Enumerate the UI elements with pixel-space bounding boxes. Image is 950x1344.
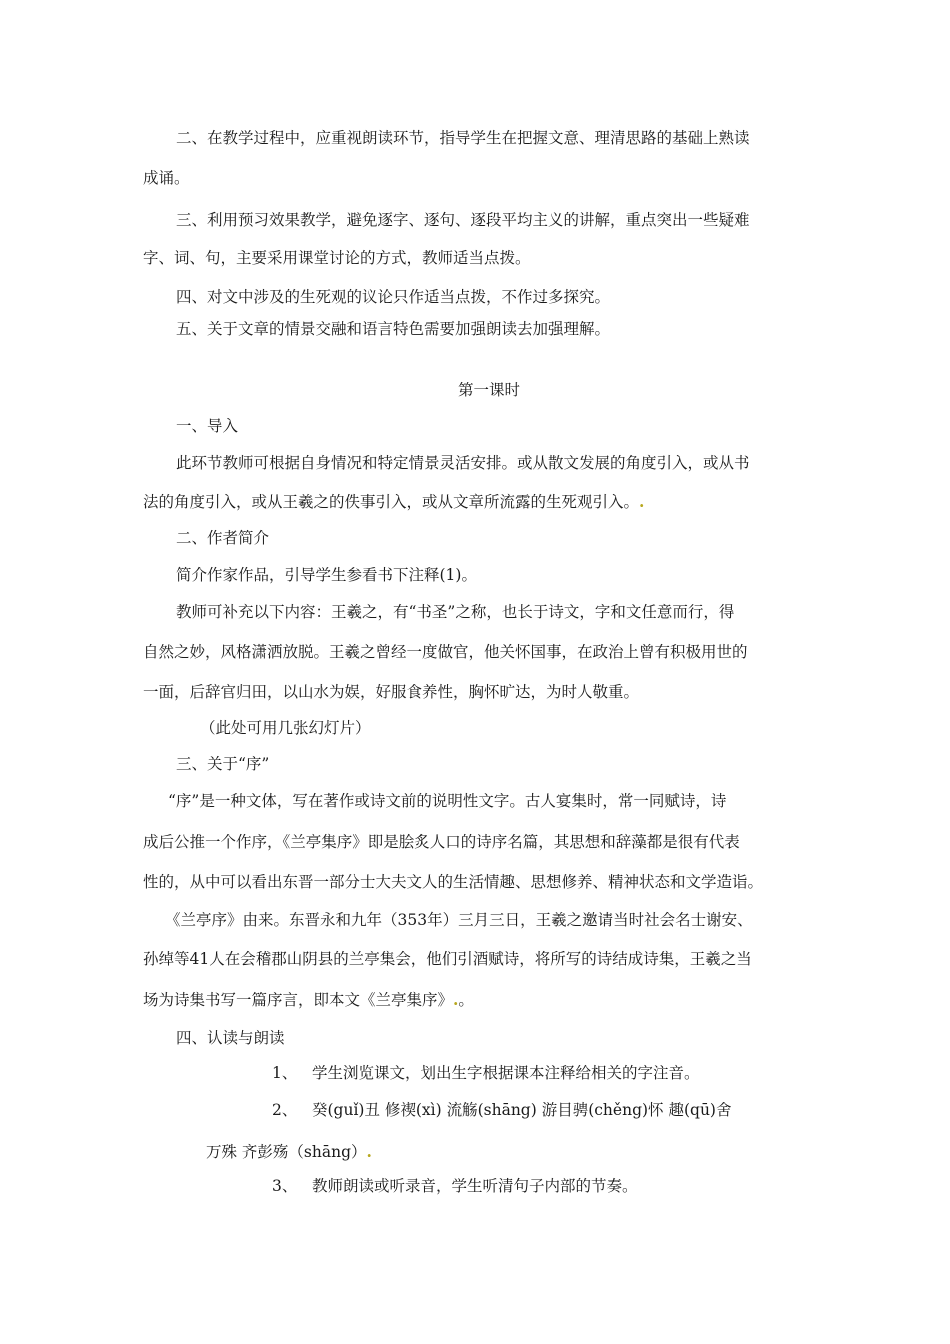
heading-preface: 三、关于“序” (176, 755, 270, 773)
list-item: 癸(guǐ)丑 修禊(xì) 流觞(shāng) 游目骋(chěng)怀 趣(qū)舍 (312, 1101, 732, 1119)
section-title: 第一课时 (458, 381, 521, 399)
paragraph-line: 四、对文中涉及的生死观的议论只作适当点拨，不作过多探究。 (176, 288, 611, 306)
stray-mark: . (639, 492, 645, 511)
paragraph-line: 法的角度引入，或从王羲之的佚事引入，或从文章所流露的生死观引入。. (143, 492, 645, 511)
paragraph-line: 成后公推一个作序，《兰亭集序》即是脍炙人口的诗序名篇，其思想和辞藻都是很有代表 (143, 833, 740, 851)
list-number: 1、 (272, 1064, 298, 1082)
paragraph-line: 字、词、句，主要采用课堂讨论的方式，教师适当点拨。 (143, 249, 531, 267)
paragraph-line: 一面，后辞官归田，以山水为娱，好服食养性，胸怀旷达，为时人敬重。 (143, 683, 640, 701)
paragraph-line: 《兰亭序》由来。东晋永和九年（353年）三月三日，王羲之邀请当时社会名士谢安、 (165, 911, 753, 929)
list-item: 学生浏览课文，划出生字根据课本注释给相关的字注音。 (312, 1064, 700, 1082)
paragraph-line: 场为诗集书写一篇序言，即本文《兰亭集序》.。 (143, 990, 474, 1009)
paragraph-line: 五、关于文章的情景交融和语言特色需要加强朗读去加强理解。 (176, 320, 611, 338)
paragraph-line: 二、在教学过程中，应重视朗读环节，指导学生在把握文意、理清思路的基础上熟读 (176, 129, 750, 147)
paragraph-line: 成诵。 (143, 169, 190, 187)
list-number: 2、 (272, 1101, 298, 1119)
stray-mark: . (453, 990, 459, 1009)
paragraph-line: 此环节教师可根据自身情况和特定情景灵活安排。或从散文发展的角度引入，或从书 (176, 454, 750, 472)
heading-author: 二、作者简介 (176, 529, 270, 547)
heading-reading: 四、认读与朗读 (176, 1029, 285, 1047)
heading-introduction: 一、导入 (176, 417, 239, 435)
slide-note: （此处可用几张幻灯片） (200, 719, 371, 737)
paragraph-line: 简介作家作品，引导学生参看书下注释(1)。 (176, 566, 477, 584)
stray-mark: . (366, 1142, 372, 1161)
list-item: 教师朗读或听录音，学生听清句子内部的节奏。 (312, 1177, 638, 1195)
list-number: 3、 (272, 1177, 298, 1195)
paragraph-line: 孙绰等41人在会稽郡山阴县的兰亭集会，他们引酒赋诗，将所写的诗结成诗集，王羲之当 (143, 950, 752, 968)
list-item-continuation: 万殊 齐彭殇（shāng）. (206, 1142, 372, 1161)
paragraph-line: 三、利用预习效果教学，避免逐字、逐句、逐段平均主义的讲解，重点突出一些疑难 (176, 211, 750, 229)
paragraph-line: 性的，从中可以看出东晋一部分士大夫文人的生活情趣、思想修养、精神状态和文学造诣。 (143, 873, 764, 891)
paragraph-line: 自然之妙，风格潇洒放脱。王羲之曾经一度做官，他关怀国事，在政治上曾有积极用世的 (143, 643, 748, 661)
paragraph-line: “序”是一种文体，写在著作或诗文前的说明性文字。古人宴集时，常一同赋诗，诗 (168, 792, 727, 810)
paragraph-line: 教师可补充以下内容：王羲之，有“书圣”之称，也长于诗文，字和文任意而行，得 (176, 603, 735, 621)
